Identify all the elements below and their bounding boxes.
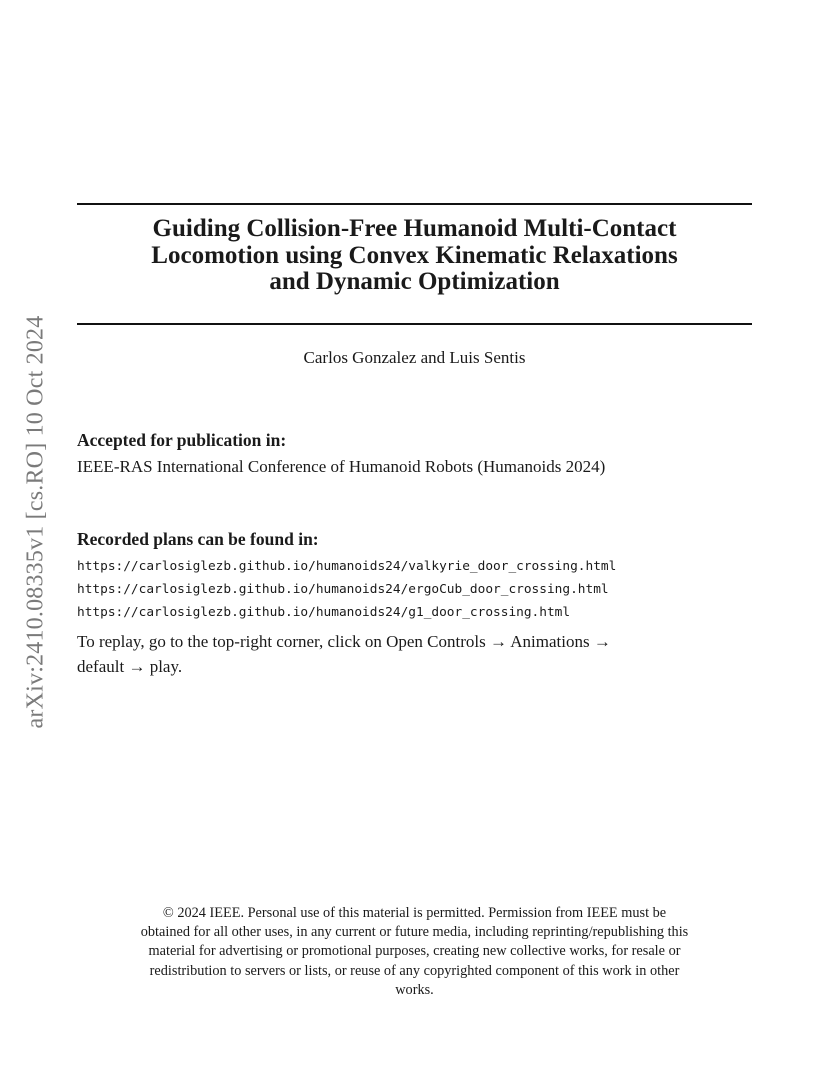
title-line: Guiding Collision-Free Humanoid Multi-Contact [152,215,677,242]
title-line: and Dynamic Optimization [269,268,560,295]
authors: Carlos Gonzalez and Luis Sentis [303,348,526,367]
copyright-line: obtained for all other uses, in any current or future media, including reprinting/republishing this [140,924,689,941]
replay-line: default → play. [77,657,183,676]
recorded-plans-links [77,555,616,624]
replay-line: To replay, go to the top-right corner, click on Open Controls → Animations → [77,632,611,651]
title-top-rule [77,203,752,205]
link-g1-door-crossing[interactable]: https://carlosiglezb.github.io/humanoids24/g1_door_crossing.html [77,605,571,620]
recorded-plans-heading: Recorded plans can be found in: [77,529,319,549]
copyright-line: © 2024 IEEE. Personal use of this material is permitted. Permission from IEEE must be [162,905,667,921]
title-bottom-rule [77,323,752,325]
conference-venue: IEEE-RAS International Conference of Humanoid Robots (Humanoids 2024) [77,457,606,476]
link-valkyrie-door-crossing[interactable]: https://carlosiglezb.github.io/humanoids24/valkyrie_door_crossing.html [77,559,617,574]
paper-title [77,216,752,296]
copyright-line: redistribution to servers or lists, or reuse of any copyrighted component of this work in other [149,962,680,979]
link-ergocub-door-crossing[interactable]: https://carlosiglezb.github.io/humanoids24/ergoCub_door_crossing.html [77,582,609,597]
title-line: Locomotion using Convex Kinematic Relaxations [151,241,678,269]
arxiv-identifier-stamp: arXiv:2410.08335v1 [cs.RO] 10 Oct 2024 [22,315,49,729]
copyright-line: material for advertising or promotional purposes, creating new collective works, for resale or [148,943,681,960]
copyright-line: works. [395,981,434,998]
accepted-heading: Accepted for publication in: [77,430,287,450]
copyright-notice [77,904,752,1000]
replay-instructions [77,629,737,679]
